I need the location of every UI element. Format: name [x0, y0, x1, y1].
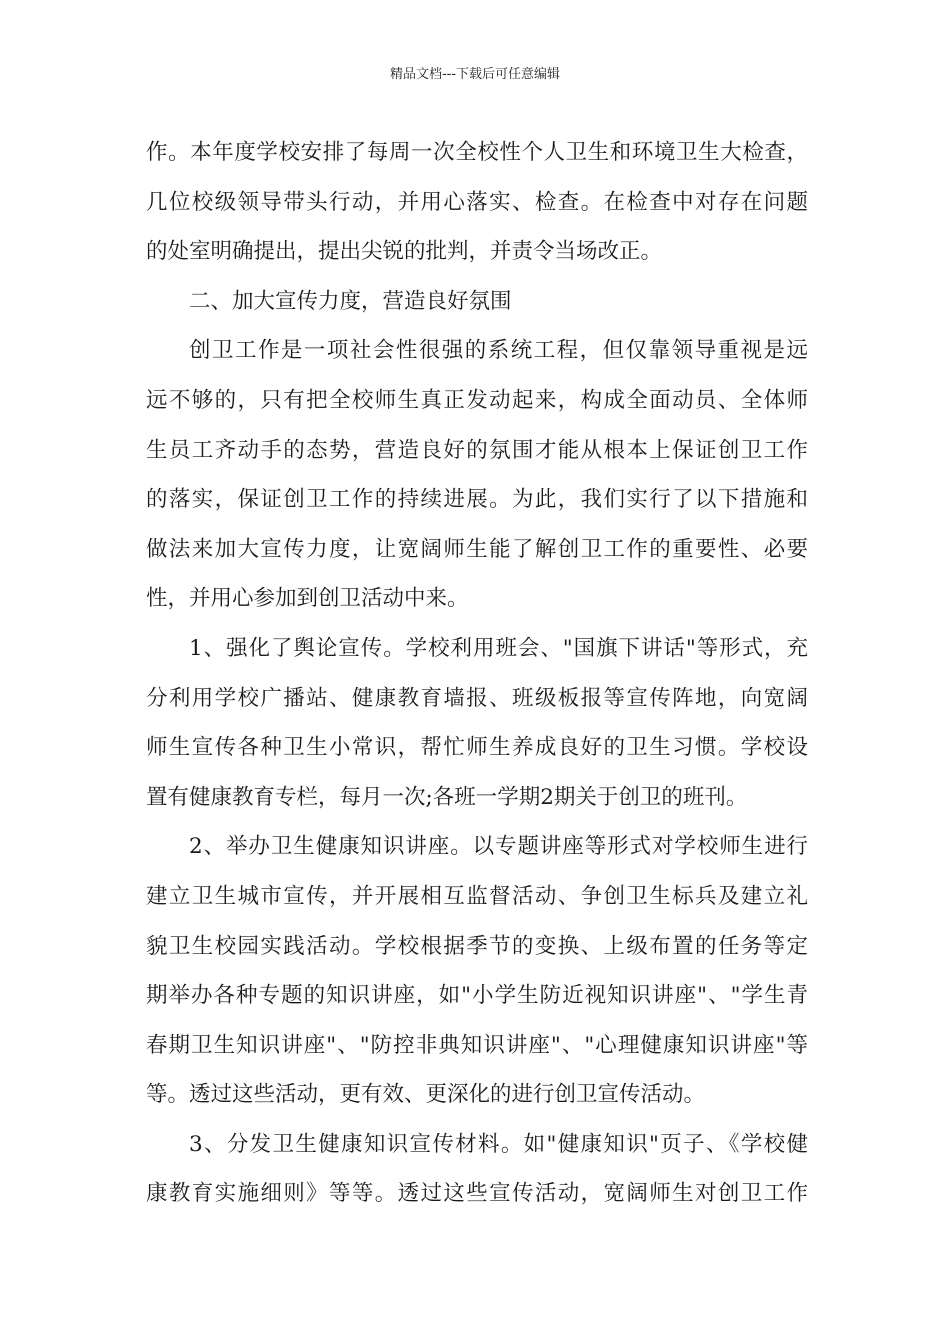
text-line: 春期卫生知识讲座"、"防控非典知识讲座"、"心理健康知识讲座"等 — [146, 1032, 808, 1058]
text-line: 期举办各种专题的知识讲座，如"小学生防近视知识讲座"、"学生青 — [146, 983, 808, 1009]
document-body — [146, 128, 808, 1219]
text-line: 3、分发卫生健康知识宣传材料。如"健康知识"页子、《学校健 — [189, 1131, 808, 1157]
text-line: 分利用学校广播站、健康教育墙报、班级板报等宣传阵地，向宽阔 — [146, 685, 808, 711]
text-line: 远不够的，只有把全校师生真正发动起来，构成全面动员、全体师 — [146, 387, 808, 413]
text-line: 置有健康教育专栏，每月一次;各班一学期2期关于创卫的班刊。 — [146, 784, 748, 810]
text-line: 貌卫生校园实践活动。学校根据季节的变换、上级布置的任务等定 — [146, 933, 808, 959]
text-line: 康教育实施细则》等等。透过这些宣传活动，宽阔师生对创卫工作 — [146, 1181, 808, 1207]
text-line: 建立卫生城市宣传，并开展相互监督活动、争创卫生标兵及建立礼 — [146, 883, 808, 909]
text-line: 师生宣传各种卫生小常识，帮忙师生养成良好的卫生习惯。学校设 — [146, 735, 808, 761]
text-line: 的处室明确提出，提出尖锐的批判，并责令当场改正。 — [146, 239, 663, 265]
text-line: 二、加大宣传力度，营造良好氛围 — [189, 288, 512, 314]
text-line: 性，并用心参加到创卫活动中来。 — [146, 586, 469, 612]
text-line: 1、强化了舆论宣传。学校利用班会、"国旗下讲话"等形式，充 — [189, 635, 808, 661]
text-line: 做法来加大宣传力度，让宽阔师生能了解创卫工作的重要性、必要 — [146, 536, 808, 562]
text-line: 等。透过这些活动，更有效、更深化的进行创卫宣传活动。 — [146, 1082, 706, 1108]
text-line: 生员工齐动手的态势，营造良好的氛围才能从根本上保证创卫工作 — [146, 437, 808, 463]
page-header: 精品文档---下载后可任意编辑 — [389, 67, 561, 82]
text-line: 的落实，保证创卫工作的持续进展。为此，我们实行了以下措施和 — [146, 487, 808, 513]
text-line: 作。本年度学校安排了每周一次全校性个人卫生和环境卫生大检查， — [146, 140, 808, 165]
text-line: 几位校级领导带头行动，并用心落实、检查。在检查中对存在问题 — [146, 189, 808, 215]
text-line: 创卫工作是一项社会性很强的系统工程，但仅靠领导重视是远 — [189, 338, 808, 364]
text-line: 2、举办卫生健康知识讲座。以专题讲座等形式对学校师生进行 — [189, 834, 808, 860]
